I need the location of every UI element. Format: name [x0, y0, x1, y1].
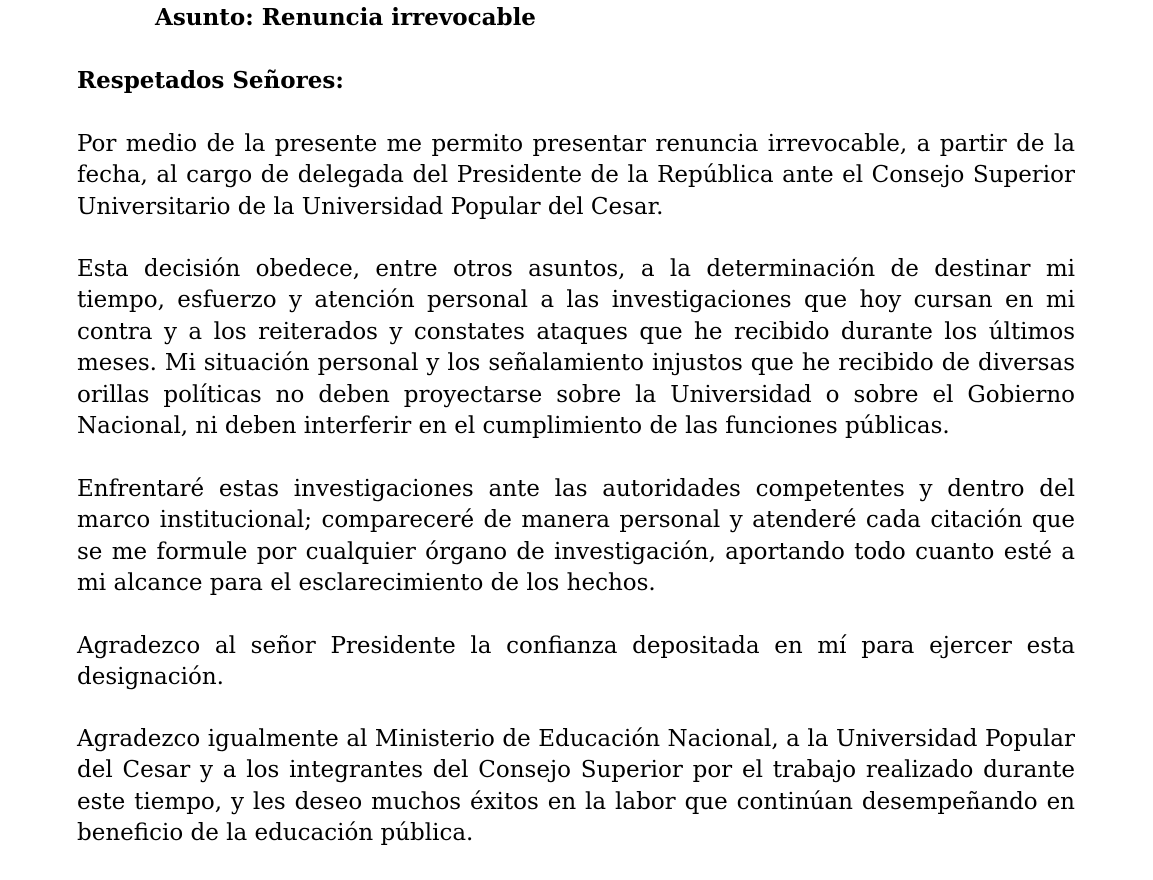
- letter-subject: Asunto: Renuncia irrevocable: [155, 4, 536, 31]
- paragraph-investigations: Enfrentaré estas investigaciones ante las autoridades competentes y dentro del marco institucional; compareceré de manera personal y atenderé cada citación que se me formule por cualquier órgano de investigación, aportando todo cuanto esté a mi alcance para el esclarecimiento de los hechos.: [77, 476, 1075, 597]
- paragraph-thanks-ministry: Agradezco igualmente al Ministerio de Educación Nacional, a la Universidad Popular del Cesar y a los integrantes del Consejo Superior por el trabajo realizado durante este tiempo, y les deseo muchos éxitos en la labor que continúan desempeñando en beneficio de la educación pública.: [77, 726, 1075, 847]
- letter-salutation: Respetados Señores:: [77, 67, 344, 94]
- paragraph-reasons: Esta decisión obedece, entre otros asuntos, a la determinación de destinar mi tiempo, esfuerzo y atención personal a las investigaciones que hoy cursan en mi contra y a los reiterados y constates ataques que he recibido durante los últimos meses. Mi situación personal y los señalamiento injustos que he recibido de diversas orillas políticas no deben proyectarse sobre la Universidad o sobre el Gobierno Nacional, ni deben interferir en el cumplimiento de las funciones públicas.: [77, 256, 1075, 440]
- paragraph-resignation: Por medio de la presente me permito presentar renuncia irrevocable, a partir de la fecha, al cargo de delegada del Presidente de la República ante el Consejo Superior Universitario de la Universidad Popular del Cesar.: [77, 131, 1075, 220]
- paragraph-thanks-president: Agradezco al señor Presidente la confianza depositada en mí para ejercer esta designación.: [77, 633, 1075, 691]
